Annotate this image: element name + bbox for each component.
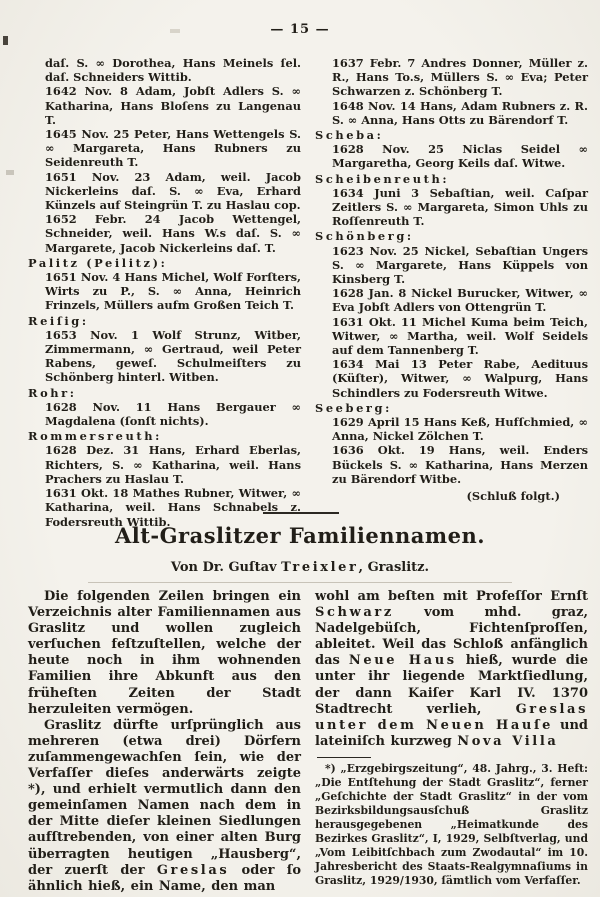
place-heading: Scheibenreuth: <box>315 171 450 186</box>
record-entry: 1628 Dez. 31 Hans, Erhard Eberlas, Richters, S. ∞ Katharina, weil. Hans Prachers zu Haslau T. <box>45 443 301 486</box>
closing-note: (Schluß folgt.) <box>466 489 560 504</box>
emphasized-name: Neue Haus <box>348 653 457 669</box>
article-column-left <box>28 589 301 895</box>
record-entry: 1631 Okt. 11 Michel Kuma beim Teich, Witwer, ∞ Martha, weil. Wolf Seidels auf dem Tannenberg T. <box>332 314 588 358</box>
place-heading: Rohr: <box>28 385 77 400</box>
records-column-left <box>28 56 301 529</box>
record-entry: 1628 Jan. 8 Nickel Burucker, Witwer, ∞ Eva Jobſt Adlers von Ottengrün T. <box>332 286 588 315</box>
record-entry: daſ. S. ∞ Dorothea, Hans Meinels ſel. daſ. Schneiders Wittib. <box>45 56 301 85</box>
record-entry: 1629 April 15 Hans Keß, Hufſchmied, ∞ Anna, Nickel Zölchen T. <box>332 415 588 444</box>
paragraph <box>28 589 301 718</box>
place-heading: Reiſig: <box>28 313 89 328</box>
article-body <box>28 589 588 895</box>
byline-rule <box>88 582 512 583</box>
footnote-rule <box>317 757 371 758</box>
place-heading: Seeberg: <box>315 400 392 415</box>
place-heading: Scheba: <box>315 128 384 143</box>
text-run: wohl am beſten mit Profeſſor Ernſt <box>315 589 588 604</box>
record-entry: 1628 Nov. 11 Hans Bergauer ∞ Magdalena (ſonſt nichts). <box>45 399 301 429</box>
article-right-text <box>315 589 588 750</box>
record-entry: 1628 Nov. 25 Niclas Seidel ∞ Margaretha, Georg Keils daſ. Witwe. <box>332 142 588 171</box>
record-entry: 1634 Mai 13 Peter Rabe, Aedituus (Küſter), Witwer, ∞ Walpurg, Hans Schindlers zu Fodersreuth Witwe. <box>332 357 588 400</box>
record-entry: 1642 Nov. 8 Adam, Jobſt Adlers S. ∞ Katharina, Hans Bloſens zu Langenau T. <box>45 84 301 127</box>
record-entry: 1637 Febr. 7 Andres Donner, Müller z. R., Hans To.s, Müllers S. ∞ Eva; Peter Schwarzen z. Schönberg T. <box>332 56 588 99</box>
emphasized-name: Schwarz <box>315 605 394 621</box>
record-entry: 1652 Febr. 24 Jacob Wettengel, Schneider, weil. Hans W.s daſ. S. ∞ Margarete, Jacob Nickerleins daſ. T. <box>45 212 301 255</box>
text-run: vom mhd. graz, Nadelgebüſch, Fichtenſproſſen, ableitet. Weil das Schloß anfänglich das <box>315 605 588 669</box>
record-entry: 1645 Nov. 25 Peter, Hans Wettengels S. ∞ Margareta, Hans Rubners zu Seidenreuth T. <box>45 127 301 170</box>
article-title: Alt-Graslitzer Familiennamen. <box>114 523 486 548</box>
record-entry: 1631 Okt. 18 Mathes Rubner, Witwer, ∞ Katharina, weil. Hans Schnabels z. Fodersreuth Wittib. <box>45 486 301 529</box>
place-heading: Rommersreuth: <box>28 429 162 444</box>
emphasized-name: Nova Villa <box>457 733 559 749</box>
article-byline <box>0 560 600 575</box>
record-entry: 1623 Nov. 25 Nickel, Sebaſtian Ungers S. ∞ Margarete, Hans Küppels von Kinsberg T. <box>332 243 588 287</box>
records-right-list <box>315 56 588 486</box>
text-run: oder ſo ähnlich hieß, ein Name, den man <box>28 862 301 894</box>
record-entry: 1636 Okt. 19 Hans, weil. Enders Bückels S. ∞ Katharina, Hans Merzen zu Bärendorf Witbe. <box>332 443 588 486</box>
record-entry: 1651 Nov. 23 Adam, weil. Jacob Nickerleins daſ. S. ∞ Eva, Erhard Künzels auf Steingrün T. zu Haslau cop. <box>45 169 301 213</box>
page-number: — 15 — <box>270 22 330 37</box>
place-heading: Schönberg: <box>315 229 414 244</box>
text-run: und lateiniſch kurzweg <box>315 717 588 749</box>
record-entry: 1651 Nov. 4 Hans Michel, Wolf Forſters, Wirts zu P., S. ∞ Anna, Heinrich Frinzels, Müllers aufm Großen Teich T. <box>45 270 301 313</box>
scan-artifact <box>3 36 8 45</box>
emphasized-name: Greslas unter dem Neuen Hauſe <box>315 701 588 733</box>
records-section <box>28 56 588 529</box>
text-run: hieß, wurde die unter ihr liegende Marktſiedlung, der dann Kaiſer Karl IV. 1370 Stadtrecht verlieh, <box>315 653 589 717</box>
scan-artifact <box>6 170 14 175</box>
paragraph <box>28 718 301 895</box>
records-column-right <box>315 56 588 529</box>
text-run: , Graslitz. <box>358 560 430 575</box>
text-run: Von Dr. Guſtav <box>170 560 282 575</box>
place-heading: Palitz (Peilitz): <box>28 255 168 270</box>
record-entry: 1653 Nov. 1 Wolf Strunz, Witber, Zimmermann, ∞ Gertraud, weil Peter Rabens, geweſ. Schulmeiſters zu Schönberg hinterl. Witben. <box>45 327 301 385</box>
footnote: *) „Erzgebirgszeitung“, 48. Jahrg., 3. Heft: „Die Entſtehung der Stadt Graslitz“, ferner „Geſchichte der Stadt Graslitz“ in der vom Bezirksbildungsausſchuß Graslitz herausgegebenen „Heimatkunde des Bezirkes Graslitz“, I, 1929, Selbſtverlag, und „Vom Leibitſchbach zum Zwodautal“ im 10. Jahresbericht des Staats-Realgymnaſiums in Graslitz, 1929/1930, ſämtlich vom Verfaſſer. <box>315 761 588 887</box>
text-run: Die folgenden Zeilen bringen ein Verzeichnis alter Familiennamen aus Graslitz und wollen zugleich verſuchen feſtzuſtellen, welche der heute noch in ihm wohnenden Familien ihre Abkunft aus den früheſten Zeiten der Stadt herzuleiten vermögen. <box>28 589 301 717</box>
emphasized-name: Treixler <box>281 560 359 575</box>
record-entry: 1648 Nov. 14 Hans, Adam Rubners z. R. S. ∞ Anna, Hans Otts zu Bärendorf T. <box>332 98 588 127</box>
paragraph <box>315 589 588 750</box>
article-column-right <box>315 589 588 895</box>
text-run: Graslitz dürfte urſprünglich aus mehreren (etwa drei) Dörfern zuſammengewachſen ſein, wie der Verfaſſer dieſes anderwärts zeigte *), und erhielt vermutlich dann den gemeinſamen Namen nach dem in der Mitte dieſer kleinen Siedlungen aufſtrebenden, von einer alten Burg überragten heutigen „Hausberg“, der zuerſt der <box>28 717 301 878</box>
emphasized-name: Greslas <box>156 862 230 878</box>
section-divider <box>263 512 339 514</box>
record-entry: 1634 Juni 3 Sebaſtian, weil. Caſpar Zeitlers S. ∞ Margareta, Simon Uhls zu Roſſenreuth T. <box>332 185 588 229</box>
